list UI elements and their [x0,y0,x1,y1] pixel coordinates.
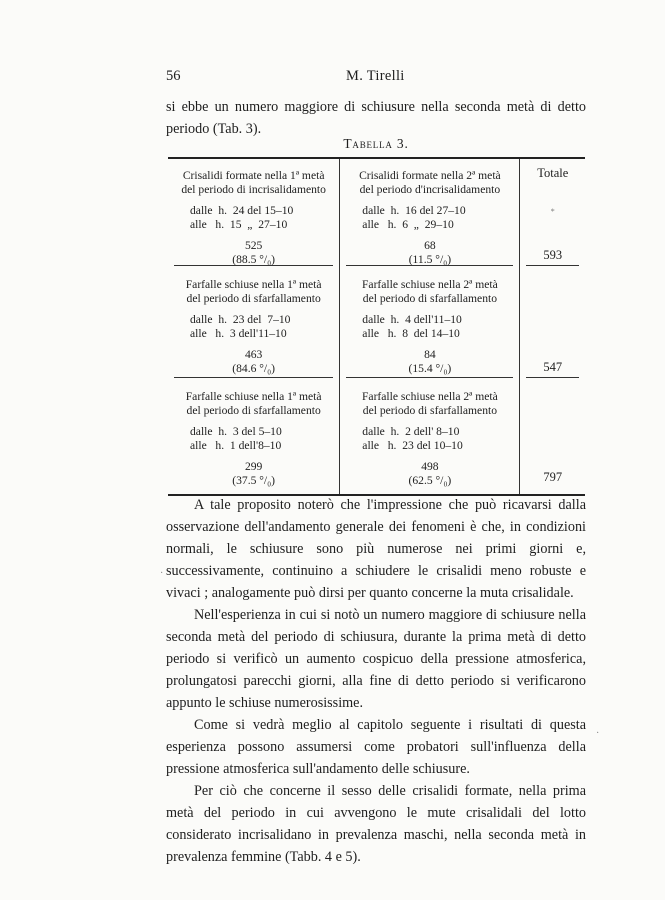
date-range [362,425,519,452]
paragraph-text: Nell'esperienza in cui si notò un numero maggiore di schiusure nella seconda metà del periodo di schiusura, durante la prima metà di detto periodo si verificò un aumento cospicuo della pressione atmosferica, prolungatosi parecchi giorni, alla fine di detto periodo si verificarono appunto le schiuse numerosissime. [166,607,586,711]
total-value: 797 [543,469,563,484]
total-header: Totale [537,166,569,180]
heading-line: del periodo di sfarfallamento [186,291,321,305]
table-cell-right [340,268,520,380]
cell-heading [168,159,339,196]
date-from: dalle h. 23 del 7–10 [190,313,291,326]
count-value: 525 [244,239,263,252]
count-percent: (11.5 °/₀) [408,252,452,266]
table-row [168,158,585,268]
count-block [168,348,339,375]
cell-heading [168,380,339,417]
count-percent: (84.6 °/₀) [232,361,276,375]
page-header [166,68,586,90]
running-head: M. Tirelli [346,68,405,84]
cell-heading [340,380,519,417]
count-block [340,239,519,266]
date-from: dalle h. 4 dell'11–10 [362,313,462,326]
table-cell-right [340,158,520,268]
count-block [168,460,339,487]
date-to: alle h. 3 dell'11–10 [190,326,287,340]
paragraph [166,714,586,780]
count-percent: (62.5 °/₀) [408,473,452,487]
total-value: 547 [543,359,563,374]
date-to: alle h. 1 dell'8–10 [190,438,282,452]
rule-line [526,377,579,378]
table-title-number: 3. [396,136,409,151]
rule-line [174,265,333,266]
date-range [362,204,519,231]
heading-line: del periodo di sfarfallamento [362,291,498,305]
table-row [168,268,585,380]
rule-line [346,265,513,266]
intro-text: si ebbe un numero maggiore di schiusure nella seconda metà di detto periodo (Tab. 3). [166,99,586,137]
paragraph-text: A tale proposito noterò che l'impressione che può ricavarsi dalla osservazione dell'andamento generale dei fenomeni è che, in condizioni normali, le schiusure sono più numerose nei primi giorni e, successivamente, continuino a schiudere le crisalidi meno robuste e vivaci ; analogamente può dirsi per quanto concerne la muta crisalidale. [166,497,586,601]
heading-line: Crisalidi formate nella 1ª metà [182,169,325,182]
count-percent: (15.4 °/₀) [408,361,452,375]
date-from: dalle h. 24 del 15–10 [190,204,294,217]
heading-line: Farfalle schiuse nella 2ª metà [361,390,498,403]
date-range [362,313,519,340]
table-row [168,380,585,495]
scan-speck: · [160,568,164,579]
paragraph-text: Come si vedrà meglio al capitolo seguente i risultati di questa esperienza possono assumersi come probatori sull'influenza della pressione atmosferica sull'andamento delle schiusure. [166,717,586,777]
cell-heading [340,159,519,196]
table-cell-right [340,380,520,495]
heading-line: Farfalle schiuse nella 1ª metà [185,390,322,403]
date-to: alle h. 6 „ 29–10 [362,217,454,231]
cell-heading [340,268,519,305]
heading-line: del periodo d'incrisalidamento [359,182,501,196]
rule-line [174,377,333,378]
paragraph [166,494,586,604]
count-percent: (88.5 °/₀) [232,252,276,266]
table-cell-left [168,268,340,380]
date-to: alle h. 8 del 14–10 [362,326,460,340]
heading-line: Farfalle schiuse nella 2ª metà [361,278,498,291]
paragraph-text: Per ciò che concerne il sesso delle crisalidi formate, nella prima metà del periodo in cui avvengono le mute crisalidali del lotto considerato incrisalidano in prevalenza maschi, nella seconda metà in prevalenza femmine (Tabb. 4 e 5). [166,783,586,865]
date-range [190,204,339,231]
count-value: 498 [421,460,439,473]
table-cell-total [520,158,585,268]
heading-line: del periodo di incrisalidamento [181,182,326,196]
table-cell-total [520,268,585,380]
count-value: 84 [424,348,436,361]
data-table [168,157,585,496]
date-from: dalle h. 3 del 5–10 [190,425,282,438]
count-value: 463 [244,348,263,361]
table-cell-left [168,380,340,495]
table-cell-left [168,158,340,268]
scan-speck: · [596,728,600,739]
rule-line [526,265,579,266]
date-range [190,425,339,452]
heading-line: Crisalidi formate nella 2ª metà [359,169,501,182]
cell-heading [168,268,339,305]
count-block [340,348,519,375]
table-title [166,136,586,152]
table-cell-total [520,380,585,495]
count-value: 299 [244,460,263,473]
count-percent: (37.5 °/₀) [232,473,276,487]
heading-line: del periodo di sfarfallamento [186,403,321,417]
date-to: alle h. 23 del 10–10 [362,438,463,452]
count-block [168,239,339,266]
count-block [340,460,519,487]
date-from: dalle h. 16 del 27–10 [362,204,466,217]
body-text [166,494,586,868]
total-value: 593 [543,247,563,262]
date-to: alle h. 15 „ 27–10 [190,217,288,231]
heading-line: Farfalle schiuse nella 1ª metà [185,278,322,291]
page-number: 56 [166,68,181,84]
asterisk-mark: * [550,207,555,216]
date-from: dalle h. 2 dell' 8–10 [362,425,460,438]
date-range [190,313,339,340]
paragraph [166,780,586,868]
count-value: 68 [424,239,436,252]
heading-line: del periodo di sfarfallamento [362,403,498,417]
paragraph [166,604,586,714]
rule-line [346,377,513,378]
table-title-word: Tabella [343,136,393,151]
